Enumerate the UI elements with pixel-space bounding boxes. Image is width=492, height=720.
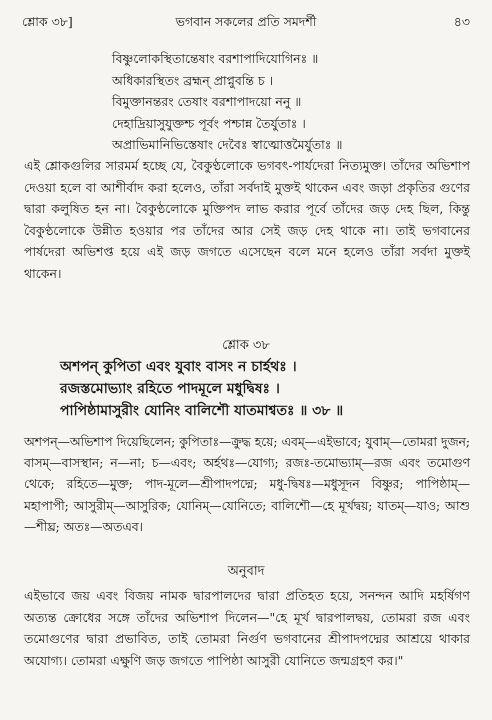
verse-line: অধিকারস্থিতং ব্রহ্মন্‌ প্রাপ্নুবন্তি চ ।	[112, 72, 274, 88]
sloka-text	[60, 356, 480, 422]
purport-paragraph: এই শ্লোকগুলির সারমর্ম হচ্ছে যে, বৈকুণ্ঠলোকে ভগবৎ-পার্যদেরা নিত্যমুক্ত। তাঁদের অভিশাপ দেওয়া হলে বা আশীর্বাদ করা হলেও, তাঁরা সর্বদাই মুক্তই থাকেন এবং জড়া প্রকৃতির গুণের দ্বারা কলুষিত হন না। বৈকুণ্ঠলোকে মুক্তিপদ লাভ করার পূর্বে তাঁদের জড় দেহ ছিল, কিন্তু বৈকুণ্ঠলোকে উন্নীত হওয়ার পর তাঁদের আর সেই জড় দেহ থাকে না। তাই ভগবানের পার্ষদেরা অভিশপ্ত হয়ে এই জড় জগতে এসেছেন বলে মনে হলেও তাঁরা সর্বদা মুক্তই থাকেন।	[24, 158, 470, 281]
translation-heading: অনুবাদ	[227, 564, 265, 579]
translation-paragraph: এইভাবে জয় এবং বিজয় নামক দ্বারপালদের দ্বারা প্রতিহত হয়ে, সনন্দন আদি মহর্ষিগণ অত্যন্ত ক্রোধের সঙ্গে তাঁদের অভিশাপ দিলেন—"হে মূর্খ দ্বারপালদ্বয়, তোমরা রজ এবং তমোগুণের দ্বারা প্রভাবিত, তাই তোমরা নির্গুণ ভগবানের শ্রীপাদপদ্মের আশ্রয়ে থাকার অযোগ্য। তোমরা এক্ষুণি জড় জগতে পাপিষ্ঠা আসুরী যোনিতে জন্মগ্রহণ কর।"	[24, 588, 470, 668]
page-header	[22, 14, 470, 34]
sloka-line: রজস্তমোভ্যাং রহিতে পাদমূলে মধুদ্বিষঃ ।	[60, 381, 280, 397]
sloka-line: অশপন্‌ কুপিতা এবং যুবাং বাসং ন চার্হথঃ ।	[60, 359, 297, 375]
verse-line: দেহাদ্রিয়াসুযুক্তশ্চ পূর্বং পশ্চান্ন তৈর্যুতাঃ ।	[112, 115, 306, 131]
verse-line: বিষ্ণুলোকস্থিতান্তেষাং বরশাপাদিযোগিনঃ ॥	[112, 51, 319, 66]
sloka-heading: শ্লোক ৩৮	[222, 338, 270, 353]
sloka-line: পাপিষ্ঠামাসুরীং যোনিং বালিশৌ যাতমাশ্বতঃ ॥ ৩৮ ॥	[60, 403, 344, 419]
verse-line: বিমুক্তানন্তরং তেষাং বরশাপাদয়ো ননু ॥	[112, 94, 302, 109]
header-verse-ref: শ্লোক ৩৮]	[22, 14, 73, 29]
page-number: ৪৩	[453, 14, 470, 29]
synonyms-paragraph: অশপন্‌—অভিশাপ দিয়েছিলেন; কুপিতাঃ—ক্রুদ্ধ হয়ে; এবম্‌—এইভাবে; যুবাম্‌—তোমরা দুজন; বাসম্‌—বাসস্থান; ন—না; চ—এবং; অর্হথঃ—যোগ্য; রজঃ-তমোভ্যাম্‌—রজ এবং তমোগুণ থেকে; রহিতে—মুক্ত; পাদ-মূলে—শ্রীপাদপদ্মে; মধু-দ্বিষঃ—মধুসূদন বিষ্ণুর; পাপিষ্ঠাম্‌—মহাপাপী; আসুরীম্‌—আসুরিক; যোনিম্‌—যোনিতে; বালিশৌ—হে মূর্খদ্বয়; যাতম্‌—যাও; আশু—শীঘ্র; অতঃ—অতএব।	[24, 435, 470, 534]
quoted-verses	[112, 48, 472, 156]
verse-line: অপ্রাভিমানিভিস্তেষাং দেবৈঃ স্বাত্মোত্তমৈর্যুতাঃ ॥	[112, 137, 343, 152]
header-chapter-title: ভগবান সকলের প্রতি সমদর্শী	[175, 14, 317, 29]
